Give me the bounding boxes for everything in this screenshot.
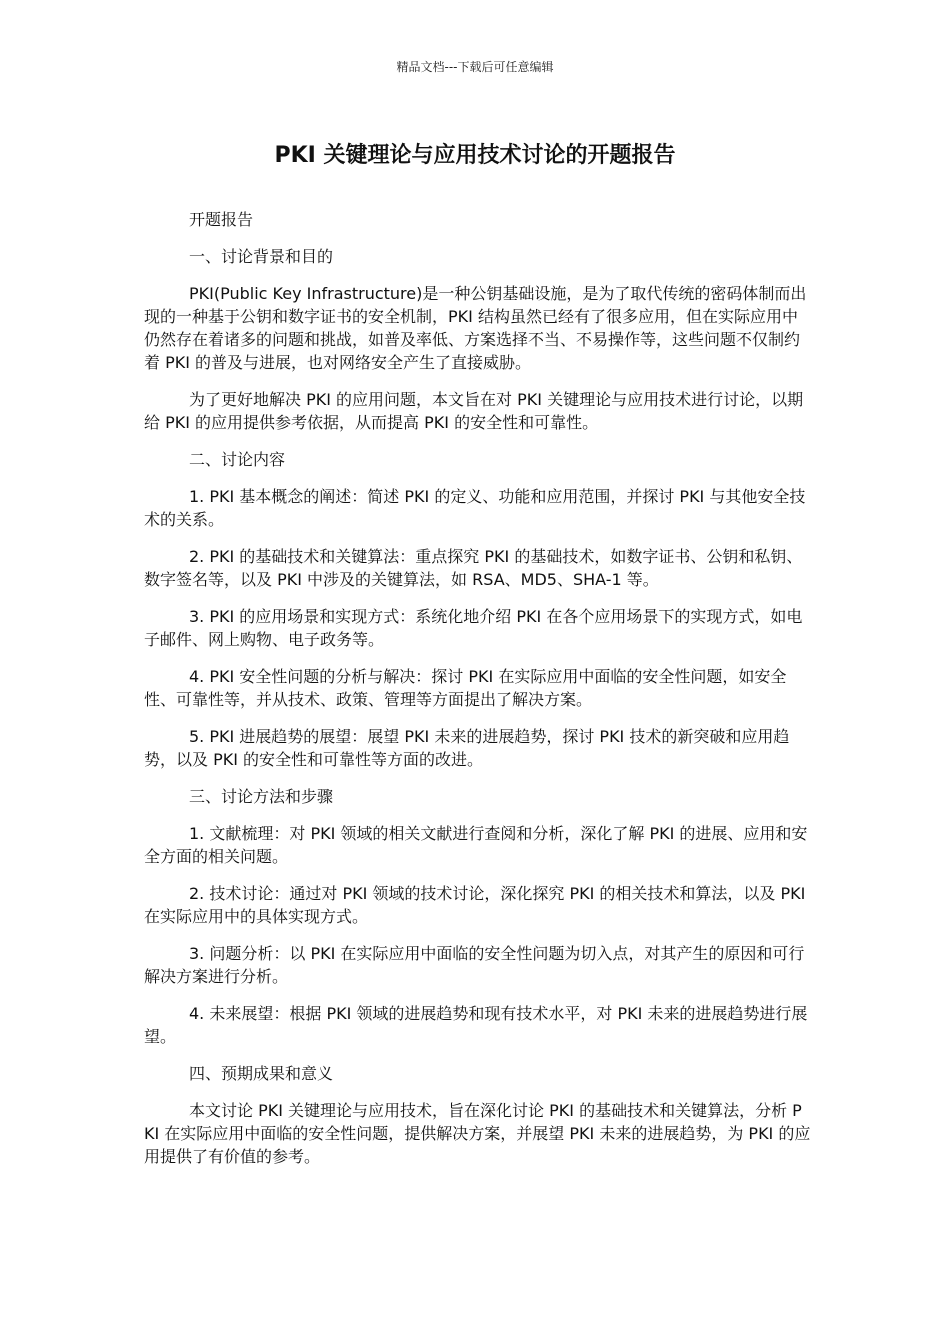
document-title: PKI 关键理论与应用技术讨论的开题报告 <box>274 143 676 168</box>
section-heading-content: 二、讨论内容 <box>189 450 286 469</box>
report-label: 开题报告 <box>189 210 254 229</box>
paragraph-pki-intro: PKI(Public Key Infrastructure)是一种公钥基础设施，是为了取代传统的密码体制而出现的一种基于公钥和数字证书的安全机制，PKI 结构虽然已经有了很多应用，但在实际应用中仍然存在着诸多的问题和挑战，如普及率低、方案选择不当、不易操作等，这些问题不仅制约着 PKI 的普及与进展，也对网络安全产生了直接威胁。 <box>144 284 807 372</box>
paragraph-outcome: 本文讨论 PKI 关键理论与应用技术，旨在深化讨论 PKI 的基础技术和关键算法，分析 PKI 在实际应用中面临的安全性问题，提供解决方案，并展望 PKI 未来的进展趋势，为 PKI 的应用提供了有价值的参考。 <box>144 1101 811 1166</box>
method-item-1: 1. 文献梳理：对 PKI 领域的相关文献进行查阅和分析，深化了解 PKI 的进展、应用和安全方面的相关问题。 <box>144 824 808 866</box>
content-item-2: 2. PKI 的基础技术和关键算法：重点探究 PKI 的基础技术，如数字证书、公钥和私钥、数字签名等，以及 PKI 中涉及的关键算法，如 RSA、MD5、SHA-1 等。 <box>144 547 803 589</box>
section-heading-method: 三、讨论方法和步骤 <box>189 787 334 806</box>
section-heading-outcome: 四、预期成果和意义 <box>189 1064 334 1083</box>
method-item-2: 2. 技术讨论：通过对 PKI 领域的技术讨论，深化探究 PKI 的相关技术和算法，以及 PKI 在实际应用中的具体实现方式。 <box>144 884 806 926</box>
method-item-3: 3. 问题分析：以 PKI 在实际应用中面临的安全性问题为切入点，对其产生的原因和可行解决方案进行分析。 <box>144 944 805 986</box>
content-item-5: 5. PKI 进展趋势的展望：展望 PKI 未来的进展趋势，探讨 PKI 技术的新突破和应用趋势，以及 PKI 的安全性和可靠性等方面的改进。 <box>144 727 790 769</box>
document-body <box>144 208 812 1182</box>
content-item-1: 1. PKI 基本概念的阐述：简述 PKI 的定义、功能和应用范围，并探讨 PKI 与其他安全技术的关系。 <box>144 487 806 529</box>
paragraph-purpose: 为了更好地解决 PKI 的应用问题，本文旨在对 PKI 关键理论与应用技术进行讨论，以期给 PKI 的应用提供参考依据，从而提高 PKI 的安全性和可靠性。 <box>144 390 804 432</box>
method-item-4: 4. 未来展望：根据 PKI 领域的进展趋势和现有技术水平，对 PKI 未来的进展趋势进行展望。 <box>144 1004 808 1046</box>
section-heading-background: 一、讨论背景和目的 <box>189 247 334 266</box>
header-note: 精品文档---下载后可任意编辑 <box>396 60 554 74</box>
content-item-4: 4. PKI 安全性问题的分析与解决：探讨 PKI 在实际应用中面临的安全性问题，如安全性、可靠性等，并从技术、政策、管理等方面提出了解决方案。 <box>144 667 787 709</box>
content-item-3: 3. PKI 的应用场景和实现方式：系统化地介绍 PKI 在各个应用场景下的实现方式，如电子邮件、网上购物、电子政务等。 <box>144 607 803 649</box>
